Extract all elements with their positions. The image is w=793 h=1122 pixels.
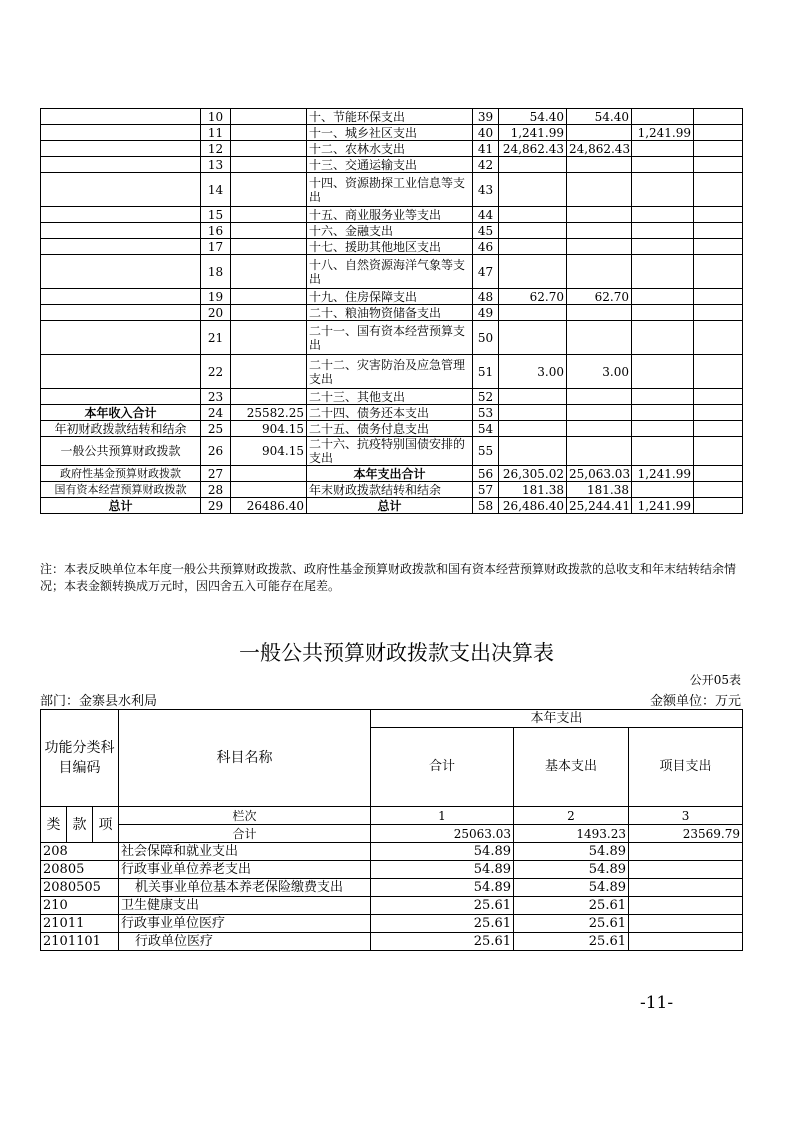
income-item <box>41 109 201 125</box>
expenditure-row-number: 42 <box>473 157 499 173</box>
income-row-number: 19 <box>201 289 231 305</box>
basic-value: 54.89 <box>514 861 629 879</box>
income-item: 国有资本经营预算财政拨款 <box>41 482 201 498</box>
table-row <box>41 405 743 421</box>
expenditure-total <box>499 437 567 466</box>
basic-value: 54.89 <box>514 879 629 897</box>
expenditure-item: 十四、资源勘探工业信息等支出 <box>307 173 473 207</box>
department-label: 部门：金寨县水利局 <box>40 694 158 709</box>
year-header: 本年支出 <box>371 710 743 728</box>
income-row-number: 12 <box>201 141 231 157</box>
income-amount <box>231 389 307 405</box>
fund-budget-amount <box>632 109 694 125</box>
general-budget-amount: 25,244.41 <box>567 498 632 514</box>
fund-budget-amount <box>632 482 694 498</box>
expenditure-row-number: 47 <box>473 255 499 289</box>
expenditure-total <box>499 207 567 223</box>
income-item <box>41 289 201 305</box>
state-capital-amount <box>694 289 743 305</box>
subject-name: 社会保障和就业支出 <box>119 843 371 861</box>
page-number: -11- <box>640 993 674 1013</box>
fund-budget-amount <box>632 305 694 321</box>
fund-budget-amount <box>632 157 694 173</box>
income-item <box>41 305 201 321</box>
total-value: 25.61 <box>371 915 514 933</box>
expenditure-total: 1,241.99 <box>499 125 567 141</box>
income-amount <box>231 255 307 289</box>
expenditure-item: 二十一、国有资本经营预算支出 <box>307 321 473 355</box>
expenditure-total <box>499 321 567 355</box>
basic-header: 基本支出 <box>514 728 629 807</box>
expenditure-item: 十六、金融支出 <box>307 223 473 239</box>
xiang-header: 项 <box>93 807 119 843</box>
income-item <box>41 321 201 355</box>
table-row <box>41 389 743 405</box>
total-value: 25.61 <box>371 897 514 915</box>
lei-header: 类 <box>41 807 67 843</box>
expenditure-row-number: 58 <box>473 498 499 514</box>
state-capital-amount <box>694 255 743 289</box>
income-row-number: 23 <box>201 389 231 405</box>
expenditure-total <box>499 223 567 239</box>
total-label: 合计 <box>119 825 371 843</box>
table-row <box>41 125 743 141</box>
table-row <box>41 498 743 514</box>
fund-budget-amount <box>632 239 694 255</box>
income-amount <box>231 157 307 173</box>
expenditure-total: 24,862.43 <box>499 141 567 157</box>
table-row <box>41 482 743 498</box>
income-item <box>41 141 201 157</box>
expenditure-item: 十一、城乡社区支出 <box>307 125 473 141</box>
expenditure-table <box>40 709 743 951</box>
col-number: 3 <box>629 807 743 825</box>
state-capital-amount <box>694 157 743 173</box>
fund-budget-amount <box>632 223 694 239</box>
expenditure-item: 二十、粮油物资储备支出 <box>307 305 473 321</box>
general-budget-amount: 24,862.43 <box>567 141 632 157</box>
state-capital-amount <box>694 482 743 498</box>
table-row <box>41 421 743 437</box>
expenditure-item: 本年支出合计 <box>307 466 473 482</box>
income-row-number: 28 <box>201 482 231 498</box>
expenditure-total <box>499 389 567 405</box>
table-row <box>41 355 743 389</box>
expenditure-item: 十五、商业服务业等支出 <box>307 207 473 223</box>
basic-value: 1493.23 <box>514 825 629 843</box>
subject-code: 210 <box>41 897 119 915</box>
project-value <box>629 915 743 933</box>
income-row-number: 24 <box>201 405 231 421</box>
total-row <box>41 825 743 843</box>
income-amount <box>231 109 307 125</box>
income-row-number: 29 <box>201 498 231 514</box>
expenditure-row-number: 44 <box>473 207 499 223</box>
expenditure-row-number: 50 <box>473 321 499 355</box>
general-budget-amount <box>567 173 632 207</box>
expenditure-total: 26,305.02 <box>499 466 567 482</box>
fund-budget-amount <box>632 255 694 289</box>
table-note: 注：本表反映单位本年度一般公共预算财政拨款、政府性基金预算财政拨款和国有资本经营预算财政拨款的总收支和年末结转结余情况；本表金额转换成万元时，因四舍五入可能存在尾差。 <box>40 562 737 593</box>
expenditure-item: 二十三、其他支出 <box>307 389 473 405</box>
income-item <box>41 255 201 289</box>
income-row-number: 17 <box>201 239 231 255</box>
fund-budget-amount <box>632 321 694 355</box>
fund-budget-amount <box>632 141 694 157</box>
subject-name: 机关事业单位基本养老保险缴费支出 <box>119 879 371 897</box>
expenditure-total <box>499 421 567 437</box>
table-row <box>41 141 743 157</box>
income-item <box>41 389 201 405</box>
project-value <box>629 843 743 861</box>
expenditure-item: 总计 <box>307 498 473 514</box>
expenditure-total: 26,486.40 <box>499 498 567 514</box>
table-row <box>41 437 743 466</box>
table-row <box>41 157 743 173</box>
table-row <box>41 843 743 861</box>
table-row <box>41 466 743 482</box>
income-row-number: 26 <box>201 437 231 466</box>
income-amount <box>231 466 307 482</box>
income-row-number: 15 <box>201 207 231 223</box>
expenditure-row-number: 55 <box>473 437 499 466</box>
expenditure-item: 二十六、抗疫特别国债安排的支出 <box>307 437 473 466</box>
income-item <box>41 157 201 173</box>
subject-code: 2101101 <box>41 933 119 951</box>
subject-name: 行政事业单位养老支出 <box>119 861 371 879</box>
state-capital-amount <box>694 321 743 355</box>
state-capital-amount <box>694 109 743 125</box>
income-item <box>41 223 201 239</box>
table-row <box>41 879 743 897</box>
expenditure-row-number: 48 <box>473 289 499 305</box>
state-capital-amount <box>694 239 743 255</box>
subject-code: 21011 <box>41 915 119 933</box>
state-capital-amount <box>694 173 743 207</box>
project-value <box>629 861 743 879</box>
subject-name: 卫生健康支出 <box>119 897 371 915</box>
expenditure-row-number: 52 <box>473 389 499 405</box>
income-item: 年初财政拨款结转和结余 <box>41 421 201 437</box>
general-budget-amount: 54.40 <box>567 109 632 125</box>
subject-code: 20805 <box>41 861 119 879</box>
expenditure-row-number: 46 <box>473 239 499 255</box>
income-row-number: 21 <box>201 321 231 355</box>
table-row <box>41 915 743 933</box>
expenditure-item: 十七、援助其他地区支出 <box>307 239 473 255</box>
income-row-number: 20 <box>201 305 231 321</box>
total-header: 合计 <box>371 728 514 807</box>
fund-budget-amount <box>632 421 694 437</box>
expenditure-total <box>499 255 567 289</box>
income-item <box>41 173 201 207</box>
expenditure-total <box>499 157 567 173</box>
subject-name: 行政事业单位医疗 <box>119 915 371 933</box>
fund-budget-amount <box>632 289 694 305</box>
income-amount <box>231 173 307 207</box>
expenditure-item: 十、节能环保支出 <box>307 109 473 125</box>
table-row <box>41 223 743 239</box>
total-value: 25.61 <box>371 933 514 951</box>
income-item: 本年收入合计 <box>41 405 201 421</box>
fiscal-summary-table <box>40 108 743 514</box>
expenditure-total <box>499 405 567 421</box>
table-row <box>41 109 743 125</box>
expenditure-row-number: 45 <box>473 223 499 239</box>
expenditure-row-number: 51 <box>473 355 499 389</box>
table-row <box>41 173 743 207</box>
project-value: 23569.79 <box>629 825 743 843</box>
basic-value: 54.89 <box>514 843 629 861</box>
income-amount <box>231 321 307 355</box>
project-value <box>629 879 743 897</box>
expenditure-row-number: 54 <box>473 421 499 437</box>
state-capital-amount <box>694 389 743 405</box>
general-budget-amount <box>567 223 632 239</box>
state-capital-amount <box>694 466 743 482</box>
income-row-number: 10 <box>201 109 231 125</box>
subject-code: 208 <box>41 843 119 861</box>
income-amount <box>231 141 307 157</box>
general-budget-amount <box>567 125 632 141</box>
expenditure-row-number: 53 <box>473 405 499 421</box>
state-capital-amount <box>694 223 743 239</box>
general-budget-amount <box>567 305 632 321</box>
state-capital-amount <box>694 421 743 437</box>
income-amount <box>231 305 307 321</box>
income-item <box>41 239 201 255</box>
income-row-number: 25 <box>201 421 231 437</box>
state-capital-amount <box>694 305 743 321</box>
subject-code: 2080505 <box>41 879 119 897</box>
table-row <box>41 305 743 321</box>
general-budget-amount <box>567 239 632 255</box>
general-budget-amount <box>567 389 632 405</box>
total-value: 54.89 <box>371 879 514 897</box>
income-amount: 25582.25 <box>231 405 307 421</box>
income-item <box>41 125 201 141</box>
income-row-number: 11 <box>201 125 231 141</box>
general-budget-amount <box>567 255 632 289</box>
table-title: 一般公共预算财政拨款支出决算表 <box>239 641 554 665</box>
total-value: 25063.03 <box>371 825 514 843</box>
general-budget-amount: 62.70 <box>567 289 632 305</box>
table-row <box>41 861 743 879</box>
income-amount <box>231 125 307 141</box>
table-row <box>41 289 743 305</box>
fund-budget-amount <box>632 173 694 207</box>
total-value: 54.89 <box>371 861 514 879</box>
expenditure-item: 十九、住房保障支出 <box>307 289 473 305</box>
expenditure-item: 年末财政拨款结转和结余 <box>307 482 473 498</box>
state-capital-amount <box>694 141 743 157</box>
col-number: 2 <box>514 807 629 825</box>
expenditure-item: 十二、农林水支出 <box>307 141 473 157</box>
fund-budget-amount <box>632 405 694 421</box>
general-budget-amount <box>567 437 632 466</box>
expenditure-row-number: 40 <box>473 125 499 141</box>
fund-budget-amount <box>632 355 694 389</box>
name-header: 科目名称 <box>119 710 371 807</box>
table-tag: 公开05表 <box>689 673 741 687</box>
state-capital-amount <box>694 498 743 514</box>
general-budget-amount: 25,063.03 <box>567 466 632 482</box>
expenditure-item: 十八、自然资源海洋气象等支出 <box>307 255 473 289</box>
lanci-row <box>41 807 743 825</box>
expenditure-total: 3.00 <box>499 355 567 389</box>
expenditure-row-number: 49 <box>473 305 499 321</box>
income-amount: 26486.40 <box>231 498 307 514</box>
general-budget-amount: 3.00 <box>567 355 632 389</box>
income-item <box>41 207 201 223</box>
general-budget-amount <box>567 421 632 437</box>
header-row <box>41 710 743 728</box>
expenditure-row-number: 57 <box>473 482 499 498</box>
fund-budget-amount <box>632 437 694 466</box>
income-amount <box>231 207 307 223</box>
income-amount <box>231 355 307 389</box>
fund-budget-amount <box>632 389 694 405</box>
fund-budget-amount: 1,241.99 <box>632 125 694 141</box>
total-value: 54.89 <box>371 843 514 861</box>
income-amount <box>231 482 307 498</box>
general-budget-amount: 181.38 <box>567 482 632 498</box>
income-amount <box>231 289 307 305</box>
expenditure-item: 二十五、债务付息支出 <box>307 421 473 437</box>
col-number: 1 <box>371 807 514 825</box>
project-header: 项目支出 <box>629 728 743 807</box>
expenditure-item: 十三、交通运输支出 <box>307 157 473 173</box>
basic-value: 25.61 <box>514 897 629 915</box>
income-item: 一般公共预算财政拨款 <box>41 437 201 466</box>
general-budget-amount <box>567 321 632 355</box>
project-value <box>629 933 743 951</box>
subject-name: 行政单位医疗 <box>119 933 371 951</box>
general-budget-amount <box>567 157 632 173</box>
table-row <box>41 207 743 223</box>
general-budget-amount <box>567 405 632 421</box>
table-row <box>41 239 743 255</box>
state-capital-amount <box>694 355 743 389</box>
income-row-number: 18 <box>201 255 231 289</box>
state-capital-amount <box>694 437 743 466</box>
expenditure-total <box>499 173 567 207</box>
expenditure-row-number: 43 <box>473 173 499 207</box>
code-header: 功能分类科目编码 <box>41 710 119 807</box>
expenditure-row-number: 41 <box>473 141 499 157</box>
fund-budget-amount: 1,241.99 <box>632 466 694 482</box>
expenditure-row-number: 39 <box>473 109 499 125</box>
basic-value: 25.61 <box>514 933 629 951</box>
table-row <box>41 321 743 355</box>
income-row-number: 14 <box>201 173 231 207</box>
income-amount <box>231 223 307 239</box>
expenditure-item: 二十四、债务还本支出 <box>307 405 473 421</box>
expenditure-total <box>499 239 567 255</box>
expenditure-row-number: 56 <box>473 466 499 482</box>
kuan-header: 款 <box>67 807 93 843</box>
income-row-number: 27 <box>201 466 231 482</box>
general-budget-amount <box>567 207 632 223</box>
income-item: 总计 <box>41 498 201 514</box>
income-amount: 904.15 <box>231 421 307 437</box>
expenditure-total: 54.40 <box>499 109 567 125</box>
table-row <box>41 933 743 951</box>
fund-budget-amount: 1,241.99 <box>632 498 694 514</box>
table-row <box>41 897 743 915</box>
expenditure-total: 62.70 <box>499 289 567 305</box>
expenditure-total: 181.38 <box>499 482 567 498</box>
lanci-label: 栏次 <box>119 807 371 825</box>
unit-label: 金额单位：万元 <box>649 694 741 709</box>
income-row-number: 22 <box>201 355 231 389</box>
income-amount: 904.15 <box>231 437 307 466</box>
income-row-number: 16 <box>201 223 231 239</box>
income-item <box>41 355 201 389</box>
state-capital-amount <box>694 125 743 141</box>
income-amount <box>231 239 307 255</box>
fund-budget-amount <box>632 207 694 223</box>
basic-value: 25.61 <box>514 915 629 933</box>
expenditure-item: 二十二、灾害防治及应急管理支出 <box>307 355 473 389</box>
income-row-number: 13 <box>201 157 231 173</box>
state-capital-amount <box>694 405 743 421</box>
expenditure-total <box>499 305 567 321</box>
income-item: 政府性基金预算财政拨款 <box>41 466 201 482</box>
project-value <box>629 897 743 915</box>
table-row <box>41 255 743 289</box>
state-capital-amount <box>694 207 743 223</box>
